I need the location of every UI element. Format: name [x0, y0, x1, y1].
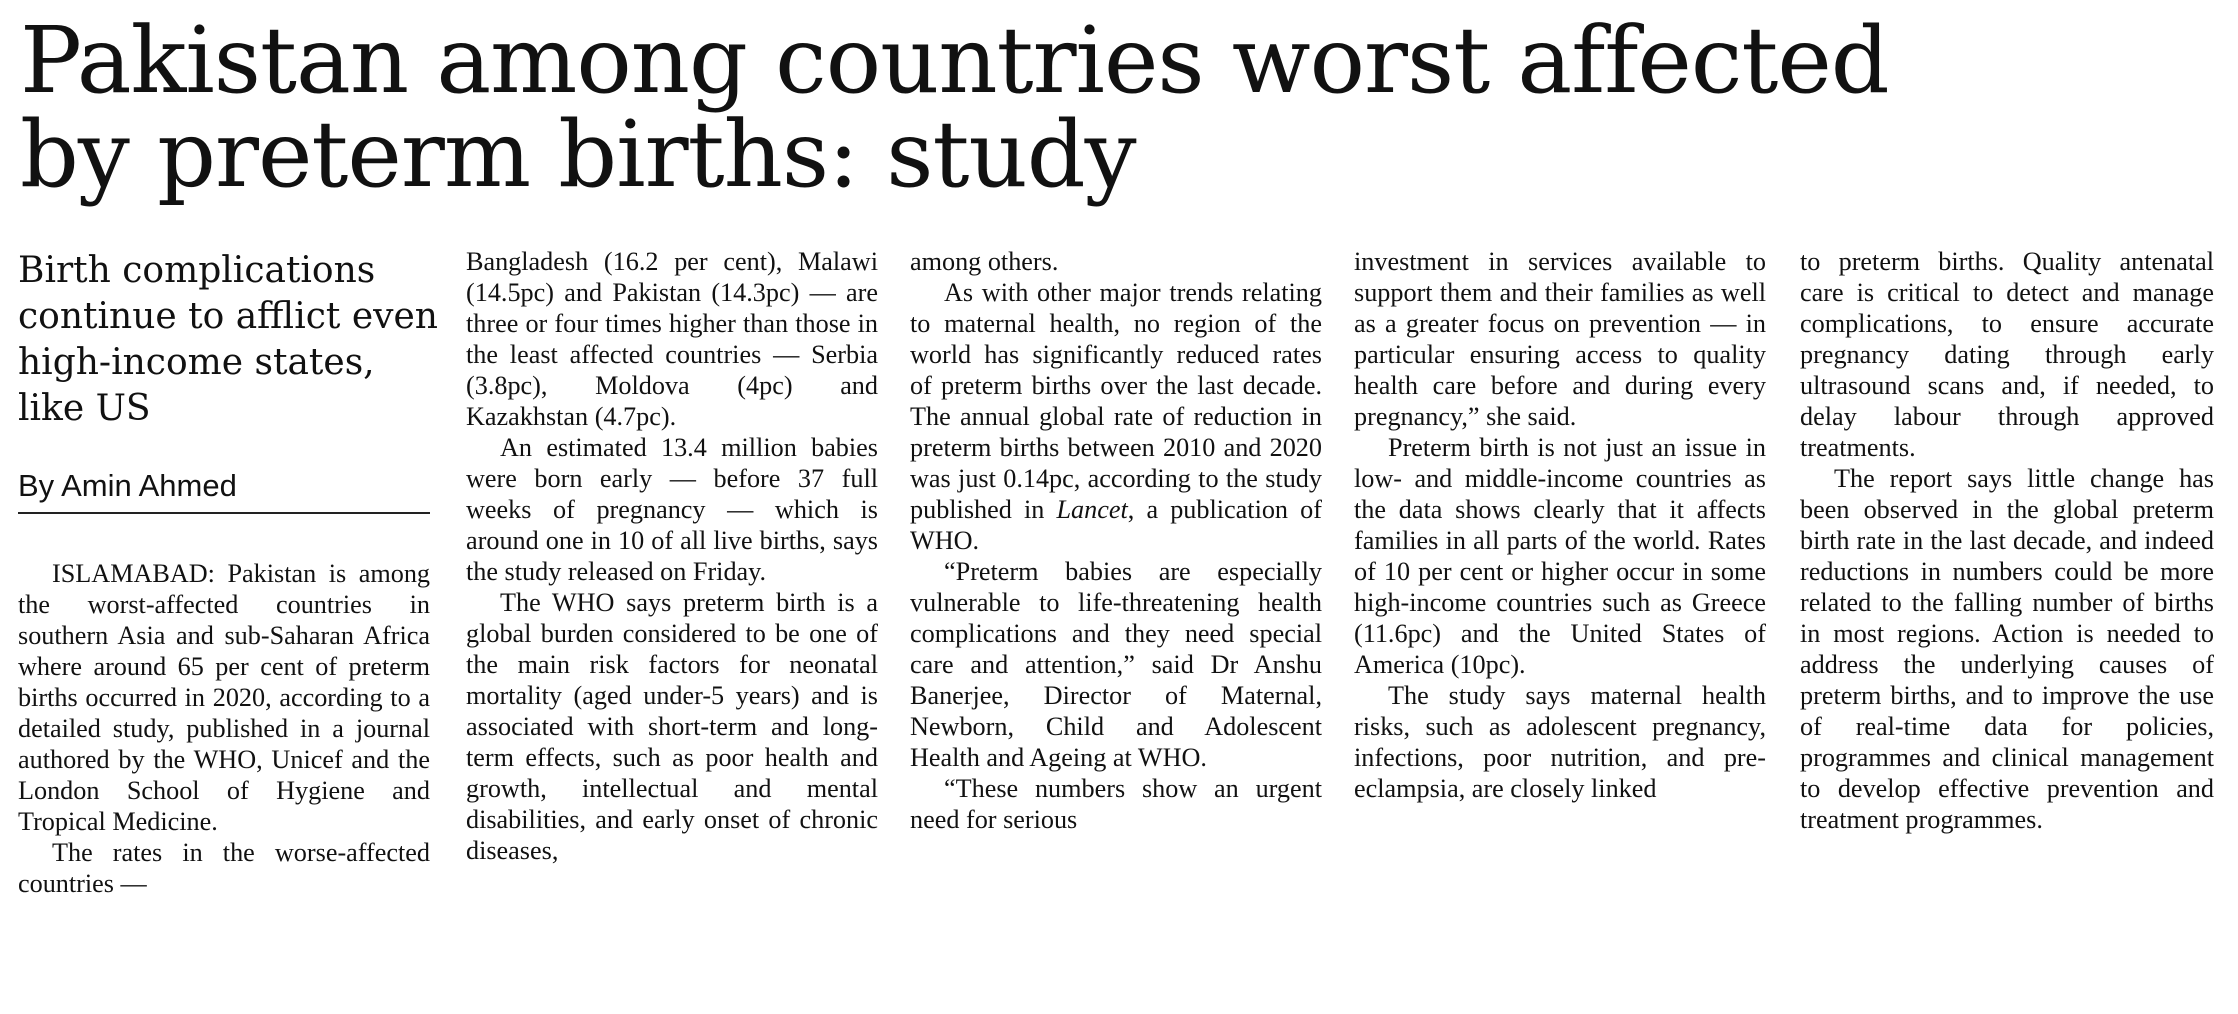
- article-column-2: [466, 246, 878, 866]
- paragraph: [910, 277, 1322, 556]
- headline-line-2: by preterm births: study: [20, 101, 1136, 208]
- paragraph: Bangladesh (16.2 per cent), Malawi (14.5pc) and Pakistan (14.3pc) — are three or four times higher than those in the least affected countries — Serbia (3.8pc), Moldova (4pc) and Kazakhstan (4.7pc).: [466, 247, 878, 431]
- paragraph-text: As with other major trends relating to maternal health, no region of the world has significantly reduced rates of preterm births over the last decade. The annual global rate of reduction in preterm births between 2010 and 2020 was just 0.14pc, according to the study published in: [910, 278, 1322, 524]
- paragraph: The WHO says preterm birth is a global burden considered to be one of the main risk factors for neonatal mortality (aged under-5 years) and is associated with short-term and long-term effects, such as poor health and growth, intellectual and mental disabilities, and early onset of chronic diseases,: [466, 588, 878, 865]
- journal-name: Lancet: [1056, 495, 1128, 524]
- paragraph: investment in services available to support them and their families as well as a greater focus on prevention — in particular ensuring access to quality health care before and during every pregnancy,” she said.: [1354, 247, 1766, 431]
- article-column-3: [910, 246, 1322, 835]
- article-column-1: [18, 558, 430, 899]
- paragraph: Preterm birth is not just an issue in low- and middle-income countries as the data shows clearly that it affects families in all parts of the world. Rates of 10 per cent or higher occur in some high-income countries such as Greece (11.6pc) and the United States of America (10pc).: [1354, 433, 1766, 679]
- subheadline: Birth complications continue to afflict even high-income states, like US: [18, 250, 438, 429]
- paragraph: among others.: [910, 247, 1059, 276]
- paragraph: The report says little change has been observed in the global preterm birth rate in the last decade, and indeed reductions in numbers could be more related to the falling number of births in most regions. Action is needed to address the underlying causes of preterm births, and to improve the use of real-time data for policies, programmes and clinical management to develop effective prevention and treatment programmes.: [1800, 464, 2214, 834]
- paragraph: The rates in the worse-affected countries —: [18, 838, 430, 898]
- headline-line-1: Pakistan among countries worst affected: [20, 7, 1889, 114]
- paragraph: “Preterm babies are especially vulnerable to life-threatening health complications and they need special care and attention,” said Dr Anshu Banerjee, Director of Maternal, Newborn, Child and Adolescent Health and Ageing at WHO.: [910, 557, 1322, 772]
- paragraph: An estimated 13.4 million babies were born early — before 37 full weeks of pregnancy — which is around one in 10 of all live births, says the study released on Friday.: [466, 433, 878, 586]
- paragraph: ISLAMABAD: Pakistan is among the worst-affected countries in southern Asia and sub-Saharan Africa where around 65 per cent of preterm births occurred in 2020, according to a detailed study, published in a journal authored by the WHO, Unicef and the London School of Hygiene and Tropical Medicine.: [18, 559, 430, 836]
- byline: By Amin Ahmed: [18, 468, 237, 503]
- paragraph: “These numbers show an urgent need for serious: [910, 774, 1322, 834]
- paragraph-text: , a publication of WHO.: [910, 495, 1322, 555]
- headline: [20, 7, 2220, 208]
- paragraph: The study says maternal health risks, such as adolescent pregnancy, infections, poor nutrition, and pre-eclampsia, are closely linked: [1354, 681, 1766, 803]
- article-column-5: [1800, 246, 2214, 835]
- article-column-4: [1354, 246, 1766, 804]
- byline-divider: [18, 512, 430, 514]
- paragraph: to preterm births. Quality antenatal care is critical to detect and manage complications, to ensure accurate pregnancy dating through early ultrasound scans and, if needed, to delay labour through approved treatments.: [1800, 247, 2214, 462]
